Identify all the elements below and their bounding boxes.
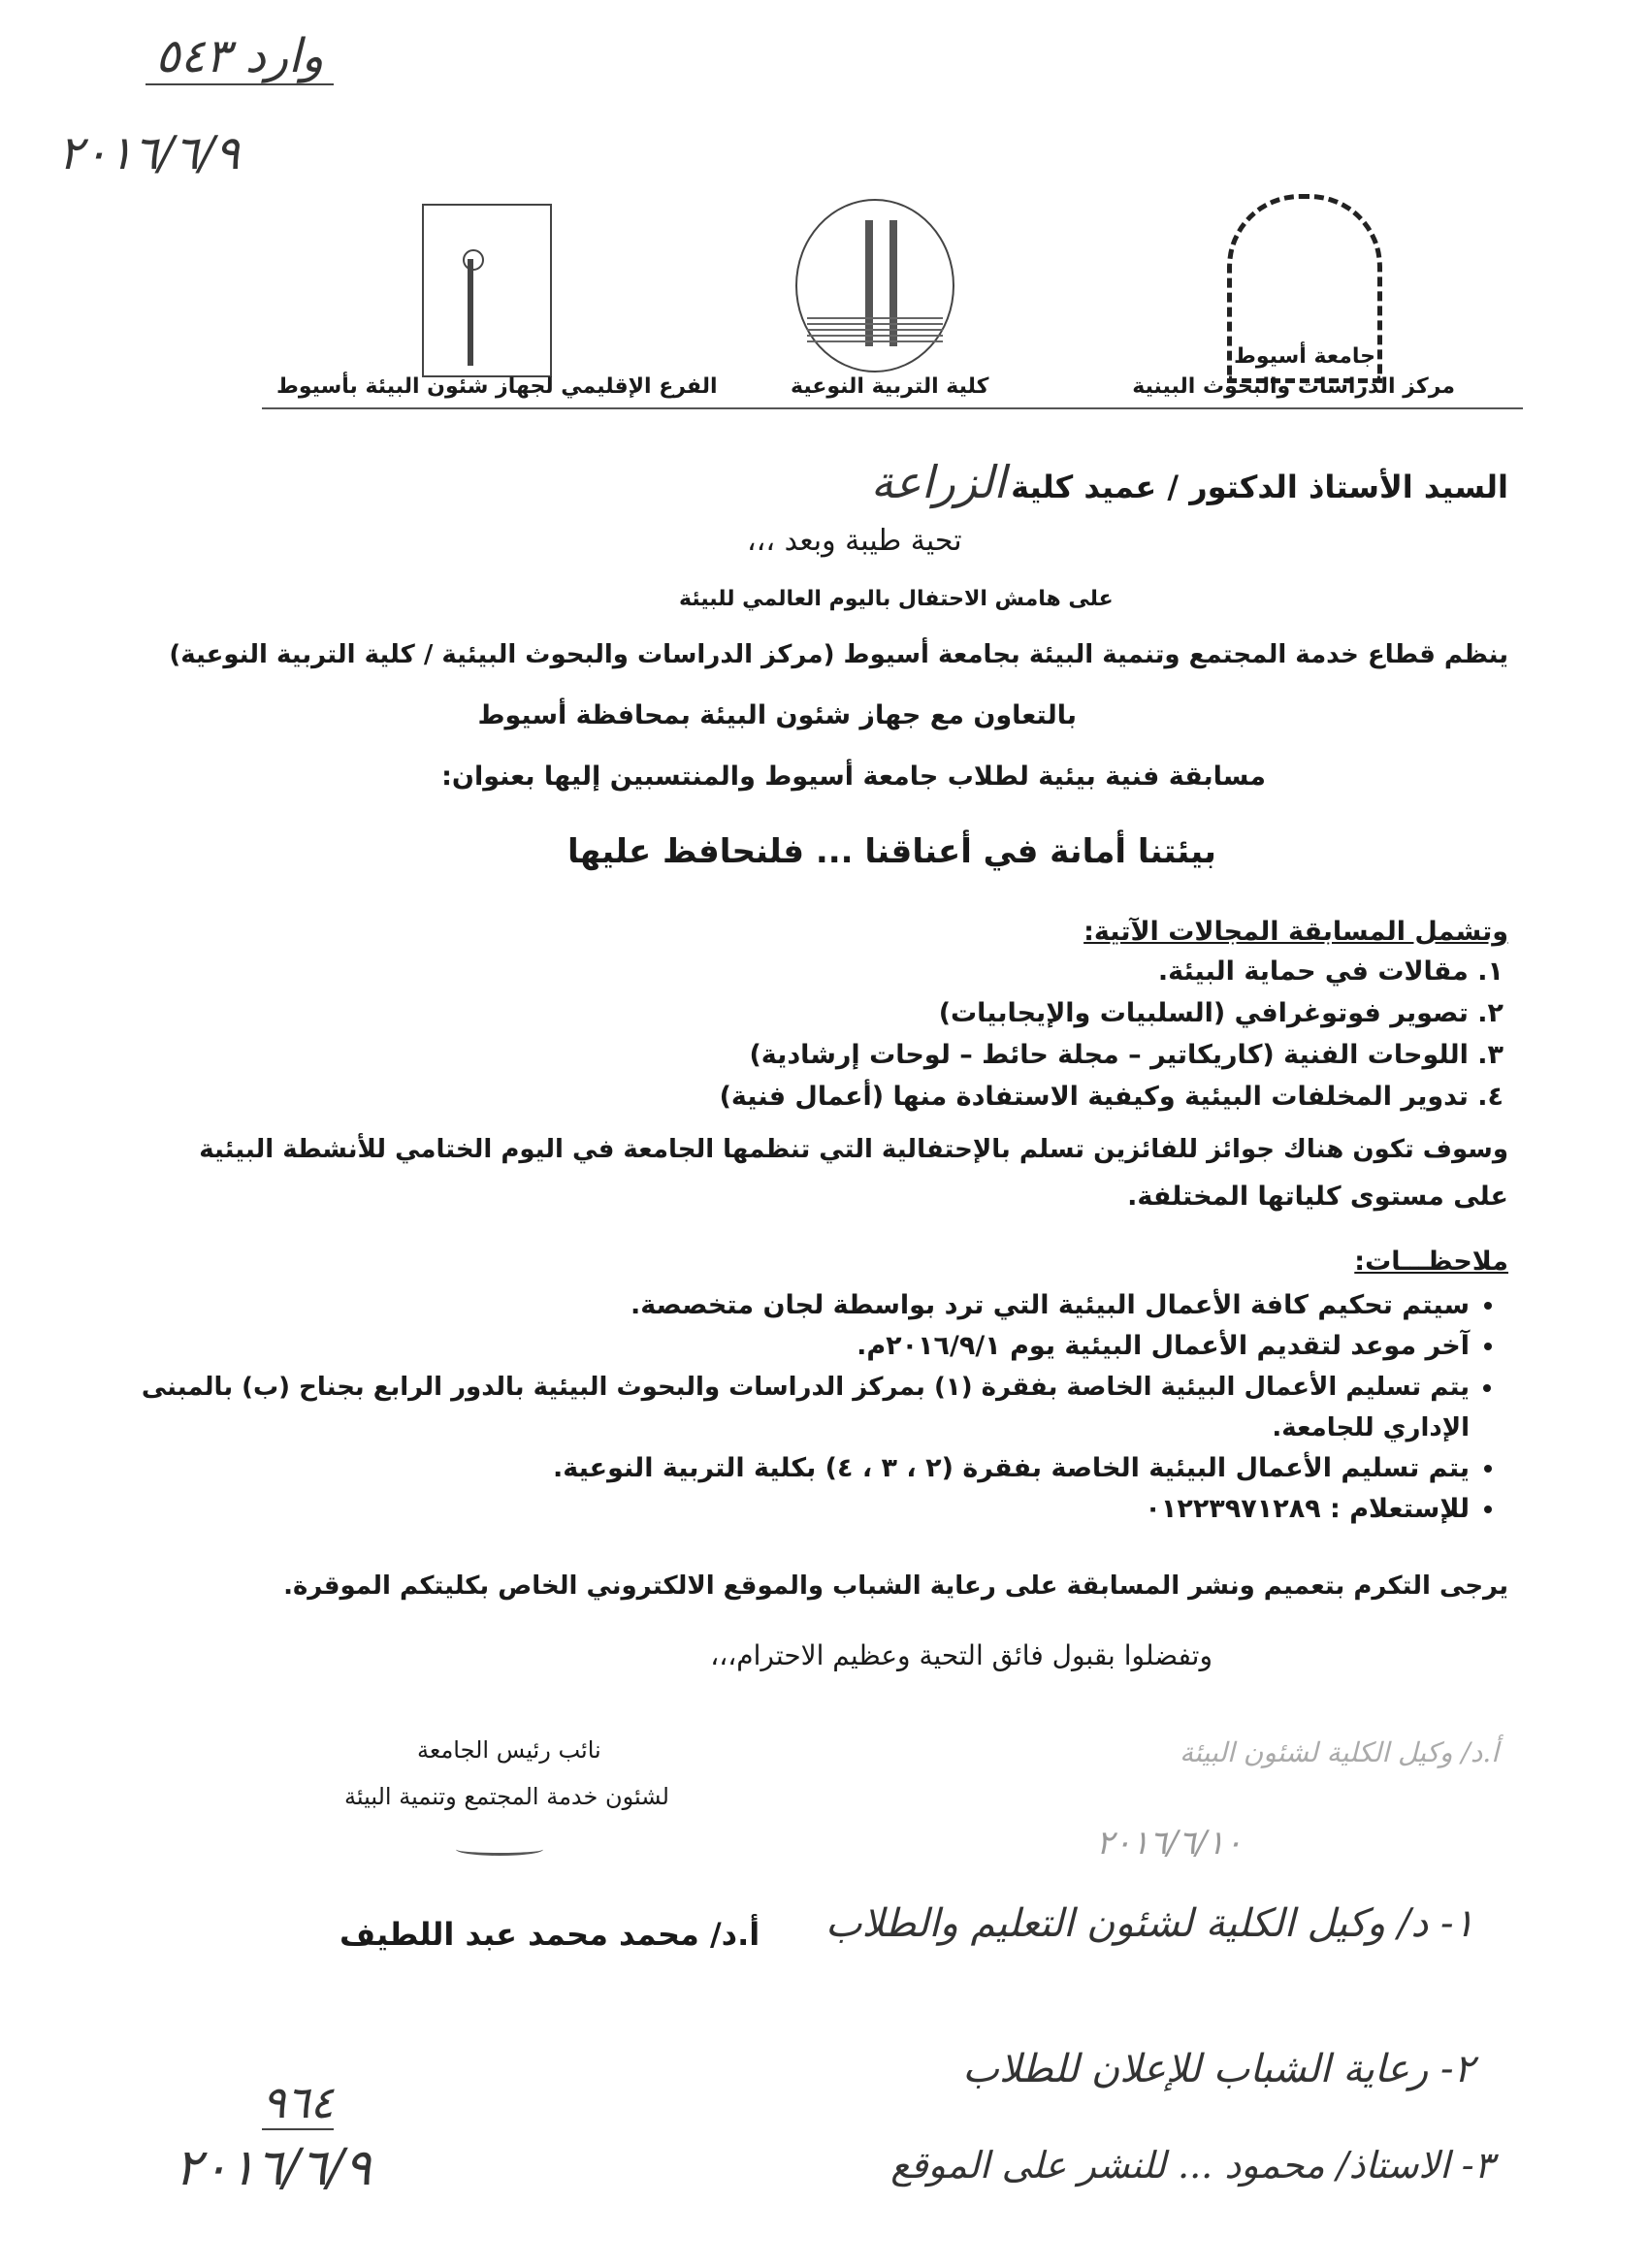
intro-line-3: مسابقة فنية بيئية لطلاب جامعة أسيوط والمنتسبين إليها بعنوان: xyxy=(441,761,1266,792)
intro-line-1: ينظم قطاع خدمة المجتمع وتنمية البيئة بجامعة أسيوط (مركز الدراسات والبحوث البيئية / كلية التربية النوعية) xyxy=(169,640,1508,669)
notes-heading: ملاحظـــات: xyxy=(1354,1247,1508,1277)
fields-heading: وتشمل المسابقة المجالات الآتية: xyxy=(1083,917,1508,947)
intro-line-2: بالتعاون مع جهاز شئون البيئة بمحافظة أسيوط xyxy=(477,700,1077,730)
signatory-name: أ.د/ محمد محمد عبد اللطيف xyxy=(340,1916,760,1953)
environment-agency-logo xyxy=(422,204,552,377)
note-item: • للإستعلام : ٠١٢٢٣٩٧١٢٨٩ xyxy=(102,1489,1470,1530)
note-item: • يتم تسليم الأعمال البيئية الخاصة بفقرة (٢ ، ٣ ، ٤) بكلية التربية النوعية. xyxy=(102,1448,1470,1489)
occasion-heading: على هامش الاحتفال باليوم العالمي للبيئة xyxy=(679,587,1114,611)
logo-caption-environment-agency: الفرع الإقليمي لجهاز شئون البيئة بأسيوط xyxy=(276,374,718,399)
margin-note-1: ١- د/ وكيل الكلية لشئون التعليم والطلاب xyxy=(825,1901,1474,1946)
signature-scribble xyxy=(456,1843,543,1856)
competition-title: بيئتنا أمانة في أعناقنا ... فلنحافظ عليها xyxy=(567,832,1216,871)
signature-title-2: لشئون خدمة المجتمع وتنمية البيئة xyxy=(344,1783,669,1810)
bottom-number: ٩٦٤ xyxy=(262,2076,335,2128)
signature-title-1: نائب رئيس الجامعة xyxy=(417,1736,601,1764)
logo-caption-specific-education: كلية التربية النوعية xyxy=(791,374,989,399)
field-item: ٣. اللوحات الفنية (كاريكاتير – مجلة حائط – لوحات إرشادية) xyxy=(749,1040,1504,1070)
side-note-1: أ.د/ وكيل الكلية لشئون البيئة xyxy=(1180,1736,1499,1768)
fields-list xyxy=(720,951,1504,1118)
margin-note-2: ٢- رعاية الشباب للإعلان للطلاب xyxy=(962,2047,1474,2091)
logo-text: جامعة أسيوط xyxy=(1234,344,1375,369)
specific-education-faculty-logo xyxy=(795,199,954,373)
margin-note-3: ٣- الاستاذ/ محمود ... للنشر على الموقع xyxy=(890,2144,1494,2187)
greeting: تحية طيبة وبعد ،،، xyxy=(747,524,962,558)
note-item: • يتم تسليم الأعمال البيئية الخاصة بفقرة (١) بمركز الدراسات والبحوث البيئية بالدور الرابع بجناح (ب) بالمبنى الإداري للجامعة. xyxy=(102,1367,1470,1448)
note-item: • سيتم تحكيم كافة الأعمال البيئية التي ترد بواسطة لجان متخصصة. xyxy=(102,1285,1470,1326)
addressee-line xyxy=(871,456,1508,508)
incoming-number: وارد ٥٤٣ xyxy=(146,29,334,85)
notes-list xyxy=(102,1285,1508,1530)
request-line: يرجى التكرم بتعميم ونشر المسابقة على رعاية الشباب والموقع الالكتروني الخاص بكليتكم الموقرة. xyxy=(283,1571,1508,1601)
assiut-university-logo xyxy=(1227,194,1382,383)
addressee: السيد الأستاذ الدكتور / عميد كلية xyxy=(1011,469,1508,505)
incoming-date: ٢٠١٦/٦/٩ xyxy=(58,126,241,180)
prizes-line-1: وسوف تكون هناك جوائز للفائزين تسلم بالإحتفالية التي تنظمها الجامعة في اليوم الختامي للأنشطة البيئية xyxy=(199,1135,1508,1164)
note-item: • آخر موعد لتقديم الأعمال البيئية يوم ٢٠١٦/٩/١م. xyxy=(102,1326,1470,1367)
addressee-faculty-handwritten: الزراعة xyxy=(870,456,1007,508)
logo-caption-center-studies: مركز الدراسات والبحوث البينية xyxy=(1132,374,1455,399)
closing-line: وتفضلوا بقبول فائق التحية وعظيم الاحترام،،، xyxy=(710,1639,1212,1671)
field-item: ٤. تدوير المخلفات البيئية وكيفية الاستفادة منها (أعمال فنية) xyxy=(719,1082,1504,1112)
header-divider xyxy=(262,407,1523,409)
field-item: ١. مقالات في حماية البيئة. xyxy=(1157,956,1504,987)
side-note-date: ٢٠١٦/٦/١٠ xyxy=(1096,1824,1243,1863)
prizes-line-2: على مستوى كلياتها المختلفة. xyxy=(1127,1182,1508,1212)
field-item: ٢. تصوير فوتوغرافي (السلبيات والإيجابيات) xyxy=(938,998,1504,1028)
bottom-date: ٢٠١٦/٦/٩ xyxy=(175,2139,372,2197)
